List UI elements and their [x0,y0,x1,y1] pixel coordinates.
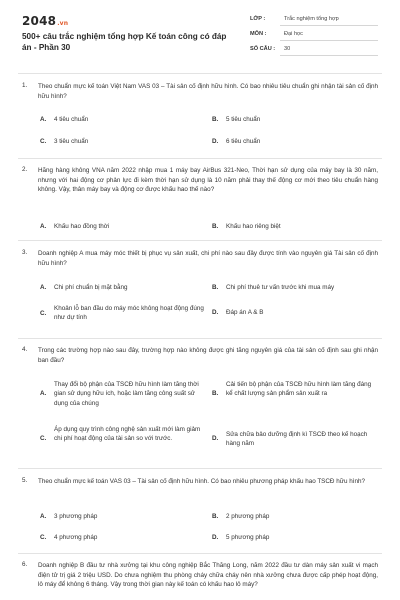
option-text: 4 phương pháp [54,534,98,541]
question-divider [18,553,382,554]
page-header [0,0,400,68]
question-number: 5. [22,477,28,484]
option-text: Sửa chữa bảo dưỡng định kì TSCĐ theo kế hoạch hàng năm [226,431,368,448]
option-letter: A. [40,513,47,520]
option-letter: A. [40,390,47,397]
meta-lop-label: LỚP : [250,16,266,22]
option-text: Cải tiến bộ phận của TSCĐ hữu hình làm tăng đáng kể chất lượng sản phẩm sản xuất ra [226,381,372,398]
question-number: 3. [22,249,28,256]
question-divider [18,338,382,339]
option-letter: B. [212,223,219,230]
option-text: Chi phí chuẩn bị mặt bằng [54,284,128,291]
page-title: 500+ câu trắc nghiệm tổng hợp Kế toán công có đáp án - Phần 30 [22,32,227,52]
meta-lop-underline [280,25,378,26]
option-letter: B. [212,116,219,123]
option-text: 4 tiêu chuẩn [54,116,89,123]
option-letter: A. [40,116,47,123]
option-letter: D. [212,534,219,541]
option-text: 6 tiêu chuẩn [226,138,261,145]
option-text: 2 phương pháp [226,513,270,520]
question-6 [22,561,380,600]
question-5 [22,477,380,552]
question-text: Doanh nghiệp B đầu tư nhà xưởng tại khu công nghiệp Bắc Thăng Long, năm 2022 đầu tư dàn máy sản xuất vi mạch điện tử trị giá 2 triệu USD. Do chưa nghiệm thu phòng cháy chữa cháy nên nhà xưởng chưa được cấp phép hoạt động, lô máy để không 6 tháng. Vậy trong thời gian này kế toán có khấu hao lô máy? [38,562,378,589]
option-letter: D. [212,138,219,145]
meta-lop [250,14,378,26]
option-letter: C. [40,138,47,145]
question-text: Theo chuẩn mực kế toán VAS 03 – Tài sản cố định hữu hình. Có bao nhiêu phương pháp khấu hao TSCĐ hữu hình? [38,478,365,485]
option-text: Khoản lỗ ban đầu do máy móc không hoạt động đúng như dự tính [54,305,204,322]
option-text: 3 tiêu chuẩn [54,138,89,145]
logo-suffix: .vn [57,20,69,27]
question-divider [18,240,382,241]
question-1 [22,82,380,157]
option-text: Thay đổi bộ phận của TSCĐ hữu hình làm tăng thời gian sử dụng hữu ích, hoặc làm tăng công suất sử dụng của chúng [54,381,199,407]
option-text: 3 phương pháp [54,513,98,520]
question-text: Trong các trường hợp nào sau đây, trường hợp nào không được ghi tăng nguyên giá của tài sản cố định sau ghi nhận ban đầu? [38,347,378,364]
question-text: Theo chuẩn mực kế toán Việt Nam VAS 03 – Tài sản cố định hữu hình. Có bao nhiêu tiêu chuẩn ghi nhận tài sản cố định hữu hình? [38,83,378,100]
question-4 [22,346,380,466]
question-text: Doanh nghiệp A mua máy móc thiết bị phục vụ sản xuất, chi phí nào sau đây được tính vào nguyên giá Tài sản cố định hữu hình? [38,250,378,267]
meta-socau-value: 30 [284,46,291,52]
question-text: Hãng hàng không VNA năm 2022 nhập mua 1 máy bay AirBus 321-Neo, Thời hạn sử dụng của máy bay là 30 năm, nhưng với hai động cơ phản lực đi kèm thời hạn sử dụng là 10 năm phải thay thế động cơ mới theo tiêu chuẩn hàng không. Vậy, thân máy bay và động cơ được khấu hao thế nào? [38,167,378,194]
question-number: 4. [22,346,28,353]
option-text: Áp dụng quy trình công nghệ sản xuất mới làm giảm chi phí hoạt động của tài sản so với trước. [54,426,201,443]
question-divider [18,158,382,159]
header-divider [18,73,382,74]
option-letter: B. [212,284,219,291]
option-text: 5 tiêu chuẩn [226,116,261,123]
meta-socau-label: SỐ CÂU : [250,46,276,52]
question-2 [22,166,380,238]
question-divider [18,468,382,469]
site-logo[interactable] [22,14,68,28]
meta-socau [250,44,378,56]
option-text: Khấu hao riêng biệt [226,223,281,230]
option-text: Chi phí thuê tư vấn trước khi mua máy [226,284,335,291]
question-number: 6. [22,561,28,568]
option-letter: B. [212,513,219,520]
option-letter: C. [40,435,47,442]
question-number: 1. [22,82,28,89]
option-text: Khấu hao đồng thời [54,223,110,230]
meta-mon [250,29,378,41]
option-letter: B. [212,390,219,397]
option-letter: C. [40,534,47,541]
meta-mon-underline [280,40,378,41]
option-text: Đáp án A & B [226,309,264,316]
option-letter: A. [40,223,47,230]
meta-mon-value: Đại học [284,31,303,37]
option-letter: D. [212,309,219,316]
option-letter: C. [40,310,47,317]
meta-mon-label: MÔN : [250,31,267,37]
option-text: 5 phương pháp [226,534,270,541]
question-number: 2. [22,166,28,173]
option-letter: D. [212,435,219,442]
question-3 [22,249,380,333]
logo-text: 2048 [22,14,57,28]
option-letter: A. [40,284,47,291]
meta-lop-value: Trắc nghiệm tổng hợp [284,16,339,22]
meta-socau-underline [280,55,378,56]
